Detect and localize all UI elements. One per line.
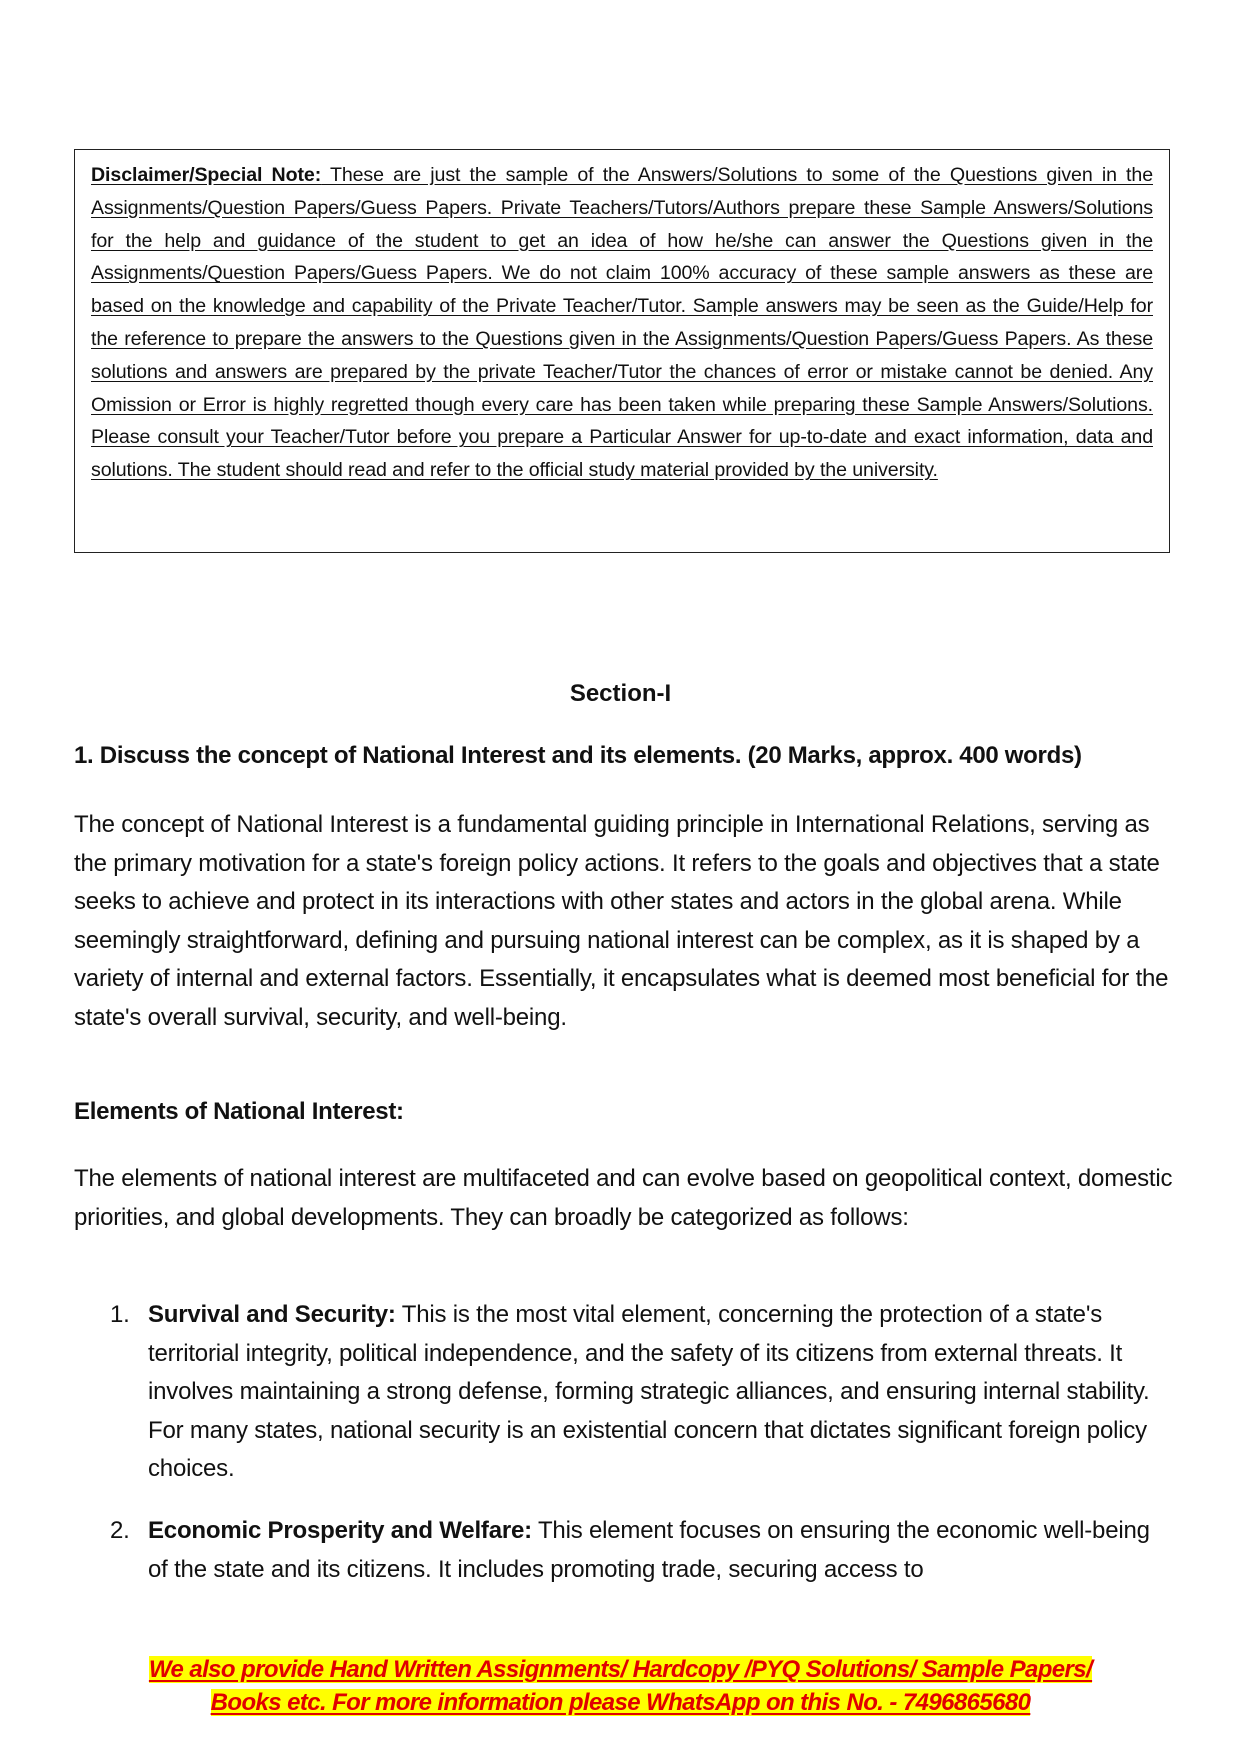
list-item-text: This element focuses on ensuring the economic well-being of the state and its citizens. It includes promoting trade, securing access to	[148, 1517, 1150, 1583]
list-item-term: Survival and Security:	[148, 1301, 396, 1328]
question-heading: 1. Discuss the concept of National Interest and its elements. (20 Marks, approx. 400 words)	[74, 742, 1082, 769]
elements-list-continued	[74, 1512, 1174, 1589]
disclaimer-lead: Disclaimer/Special Note:	[91, 164, 322, 186]
list-item-number: 1.	[110, 1301, 130, 1328]
list-item-number: 2.	[110, 1517, 130, 1544]
section-title: Section-I	[569, 680, 672, 707]
list-item-term: Economic Prosperity and Welfare:	[148, 1517, 532, 1544]
disclaimer-text: These are just the sample of the Answers/Solutions to some of the Questions given in the Assignments/Question Papers/Guess Papers. Private Teachers/Tutors/Authors prepare these Sample Answers/Solutions for the help and guidance of the student to get an idea of how he/she can answer the Questions given in the Assignments/Question Papers/Guess Papers. We do not claim 100% accuracy of these sample answers as these are based on the knowledge and capability of the Private Teacher/Tutor. Sample answers may be seen as the Guide/Help for the reference to prepare the answers to the Questions given in the Assignments/Question Papers/Guess Papers. As these solutions and answers are prepared by the private Teacher/Tutor the chances of error or mistake cannot be denied. Any Omission or Error is highly regretted though every care has been taken while preparing these Sample Answers/Solutions. Please consult your Teacher/Tutor before you prepare a Particular Answer for up-to-date and exact information, data and solutions. The student should read and refer to the official study material provided by the university.	[91, 164, 1153, 482]
disclaimer-box	[74, 149, 1170, 553]
promo-banner	[0, 1653, 1241, 1719]
elements-heading: Elements of National Interest:	[74, 1098, 404, 1125]
list-item	[74, 1296, 1174, 1489]
promo-line-2: Books etc. For more information please WhatsApp on this No. - 7496865680	[210, 1689, 1031, 1716]
elements-list	[74, 1296, 1174, 1489]
list-item-text: This is the most vital element, concerning the protection of a state's territorial integrity, political independence, and the safety of its citizens from external threats. It involves maintaining a strong defense, forming strategic alliances, and ensuring internal stability. For many states, national security is an existential concern that dictates significant foreign policy choices.	[148, 1301, 1150, 1482]
intro-paragraph: The concept of National Interest is a fundamental guiding principle in International Relations, serving as the primary motivation for a state's foreign policy actions. It refers to the goals and objectives that a state seeks to achieve and protect in its interactions with other states and actors in the global arena. While seemingly straightforward, defining and pursuing national interest can be complex, as it is shaped by a variety of internal and external factors. Essentially, it encapsulates what is deemed most beneficial for the state's overall survival, security, and well-being.	[74, 811, 1169, 1031]
promo-line-1: We also provide Hand Written Assignments/ Hardcopy /PYQ Solutions/ Sample Papers/	[148, 1656, 1093, 1683]
elements-intro-paragraph: The elements of national interest are multifaceted and can evolve based on geopolitical context, domestic priorities, and global developments. They can broadly be categorized as follows:	[74, 1165, 1173, 1231]
list-item	[74, 1512, 1174, 1589]
